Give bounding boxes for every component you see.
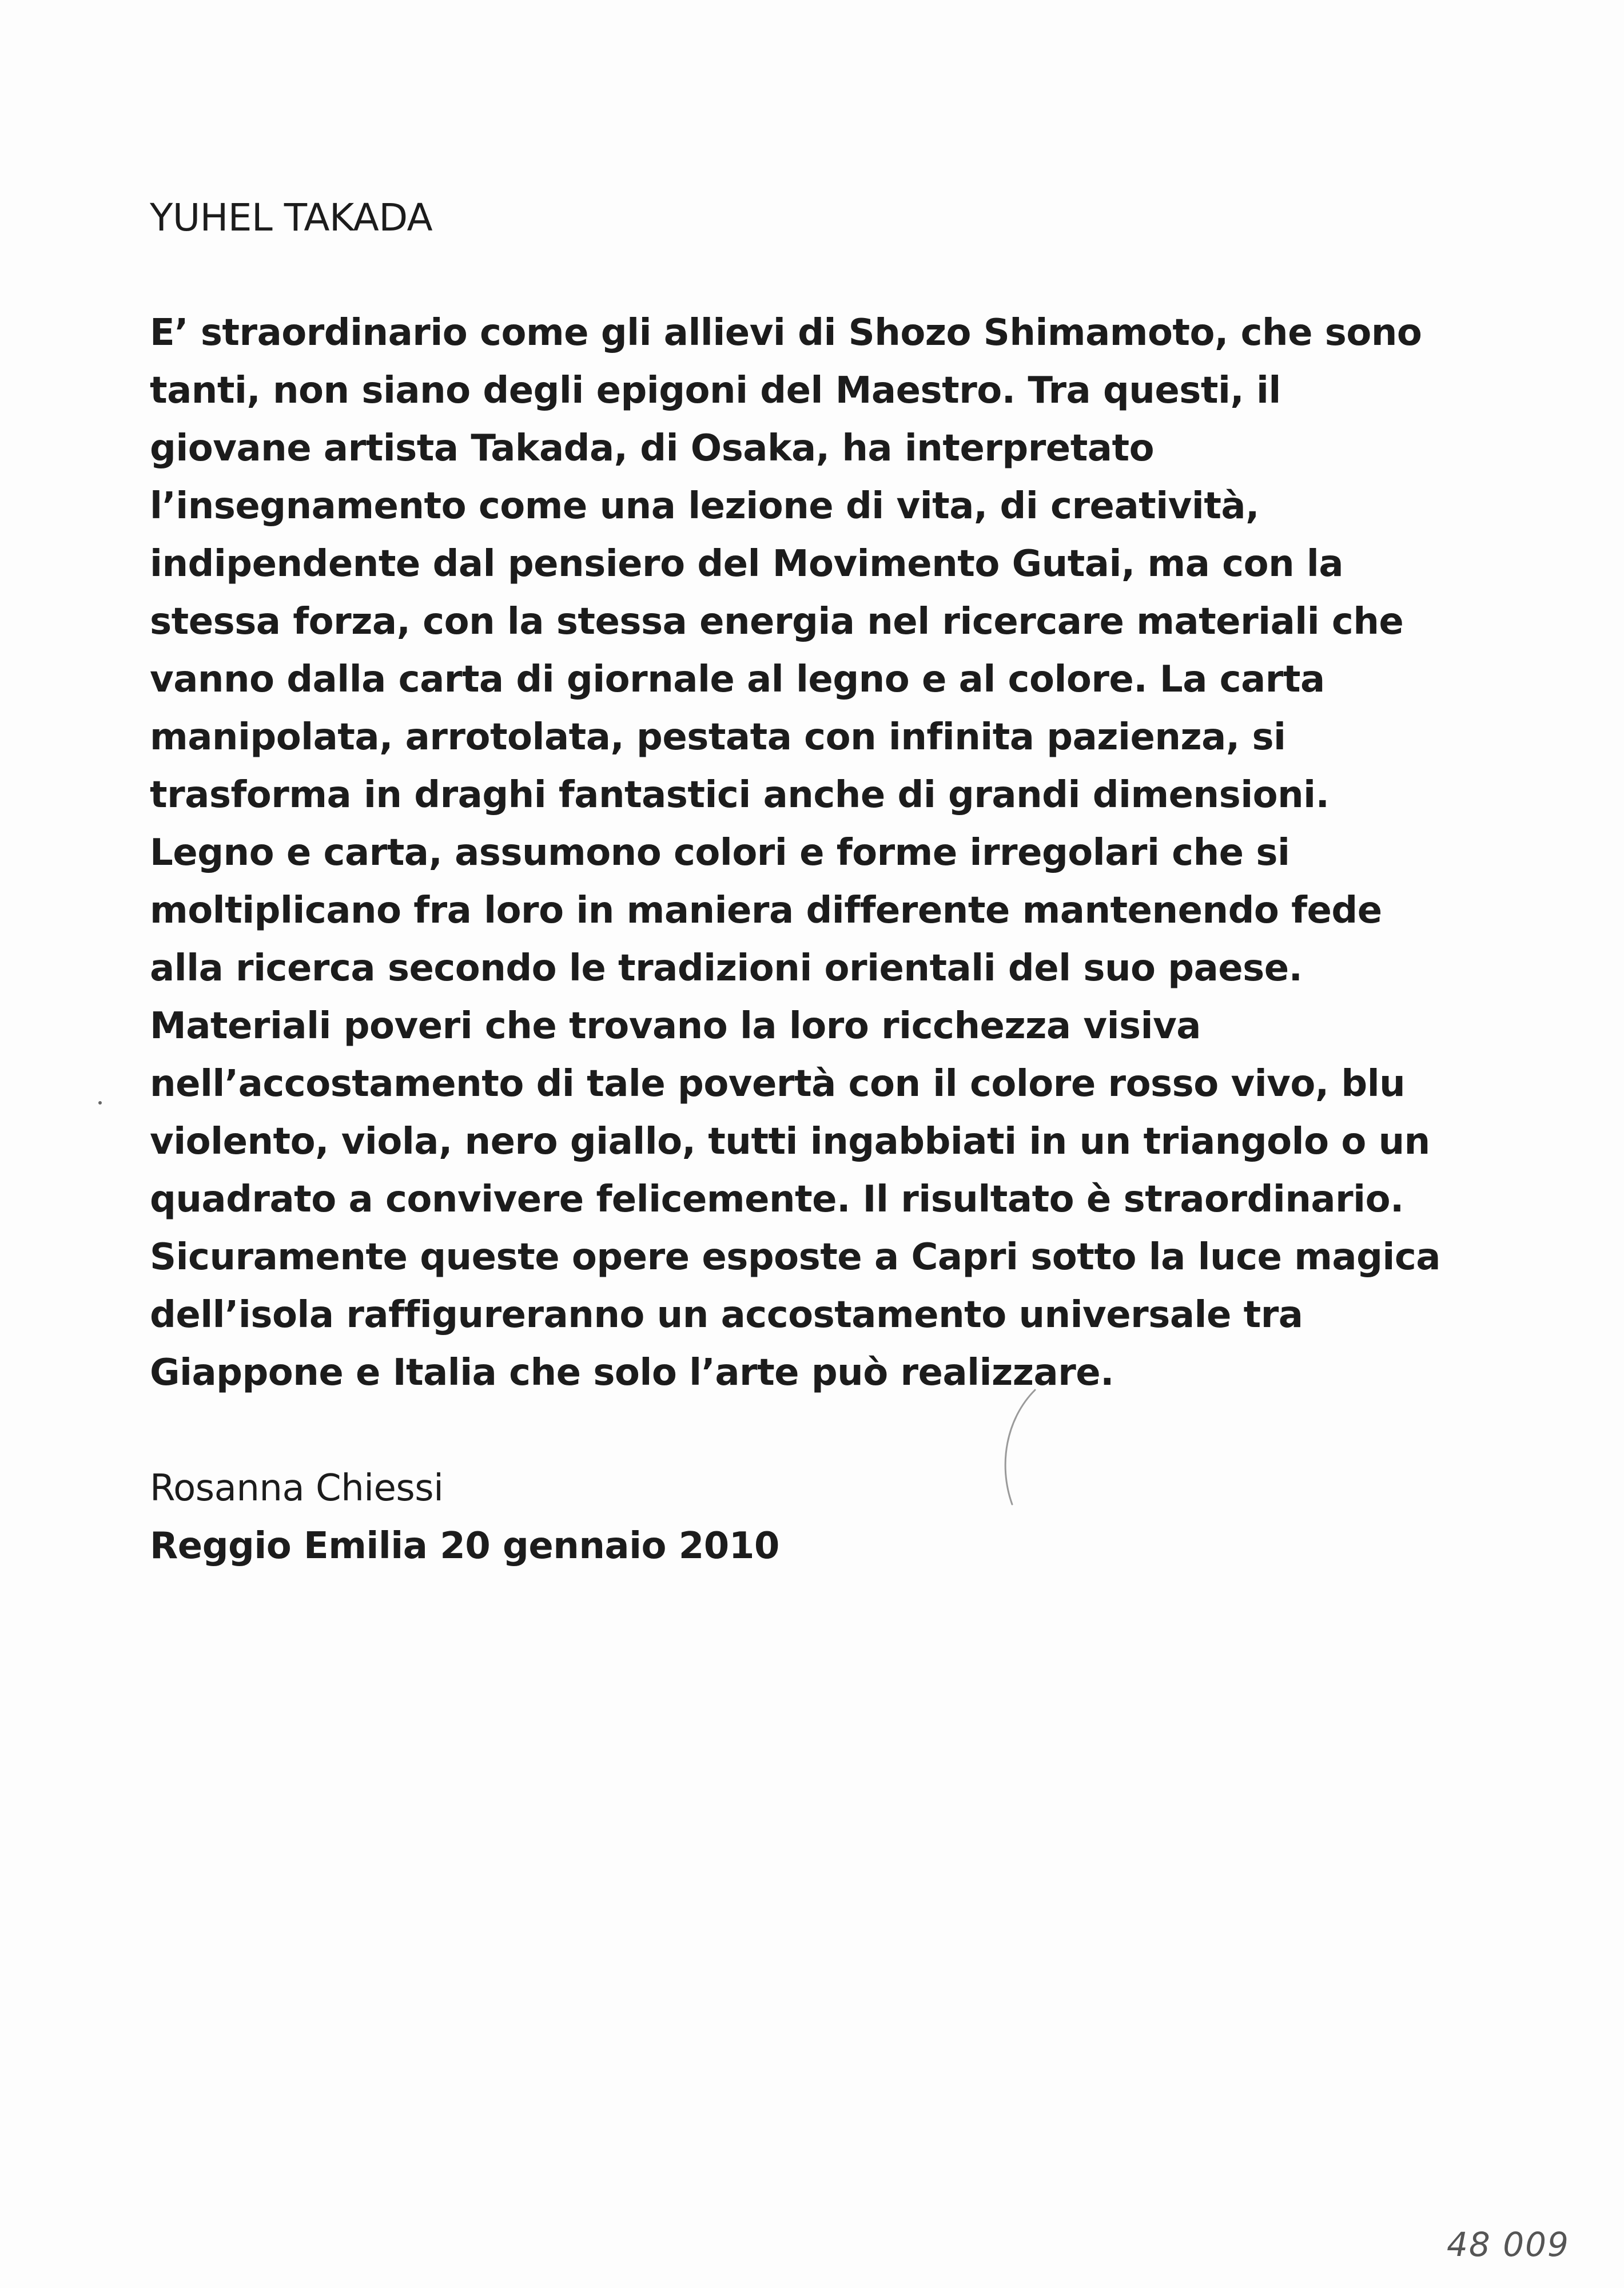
body-line-4: l’insegnamento come una lezione di vita, di creatività, <box>150 485 1259 527</box>
body-line-7: vanno dalla carta di giornale al legno e al colore. La carta <box>150 658 1325 701</box>
body-line-5: indipendente dal pensiero del Movimento Gutai, ma con la <box>150 543 1344 585</box>
body-line-10: Legno e carta, assumono colori e forme irregolari che si <box>150 832 1290 874</box>
body-line-3: giovane artista Takada, di Osaka, ha interpretato <box>150 427 1155 470</box>
body-line-14: nell’accostamento di tale povertà con il colore rosso vivo, blu <box>150 1063 1406 1105</box>
body-line-8: manipolata, arrotolata, pestata con infinita pazienza, si <box>150 716 1286 758</box>
spacer <box>150 247 1522 304</box>
archive-number: 48 009 <box>1447 2225 1570 2264</box>
body-line-13: Materiali poveri che trovano la loro ricchezza visiva <box>150 1005 1201 1047</box>
signature-block <box>150 1460 1522 1575</box>
body-line-16: quadrato a convivere felicemente. Il risultato è straordinario. <box>150 1178 1404 1221</box>
spacer <box>150 1402 1522 1460</box>
body-line-19: Giappone e Italia che solo l’arte può realizzare. <box>150 1352 1114 1394</box>
author-name: Rosanna Chiessi <box>150 1467 444 1510</box>
body-line-2: tanti, non siano degli epigoni del Maestro. Tra questi, il <box>150 370 1281 412</box>
body-line-11: moltiplicano fra loro in maniera differente mantenendo fede <box>150 889 1382 932</box>
body-line-17: Sicuramente queste opere esposte a Capri sotto la luce magica <box>150 1236 1440 1278</box>
scan-speck <box>98 1101 102 1105</box>
place-date: Reggio Emilia 20 gennaio 2010 <box>150 1525 779 1567</box>
body-line-15: violento, viola, nero giallo, tutti ingabbiati in un triangolo o un <box>150 1121 1430 1163</box>
body-line-1: E’ straordinario come gli allievi di Shozo Shimamoto, che sono <box>150 312 1422 354</box>
body-line-18: dell’isola raffigureranno un accostamento universale tra <box>150 1294 1303 1336</box>
body-line-12: alla ricerca secondo le tradizioni orientali del suo paese. <box>150 947 1303 990</box>
pencil-stroke-mark <box>995 1384 1041 1510</box>
body-line-9: trasforma in draghi fantastici anche di grandi dimensioni. <box>150 774 1330 816</box>
body-paragraph <box>150 304 1522 1402</box>
document-title: YUHEL TAKADA <box>150 196 433 240</box>
letter-text <box>150 189 1522 1575</box>
body-line-6: stessa forza, con la stessa energia nel ricercare materiali che <box>150 601 1404 643</box>
